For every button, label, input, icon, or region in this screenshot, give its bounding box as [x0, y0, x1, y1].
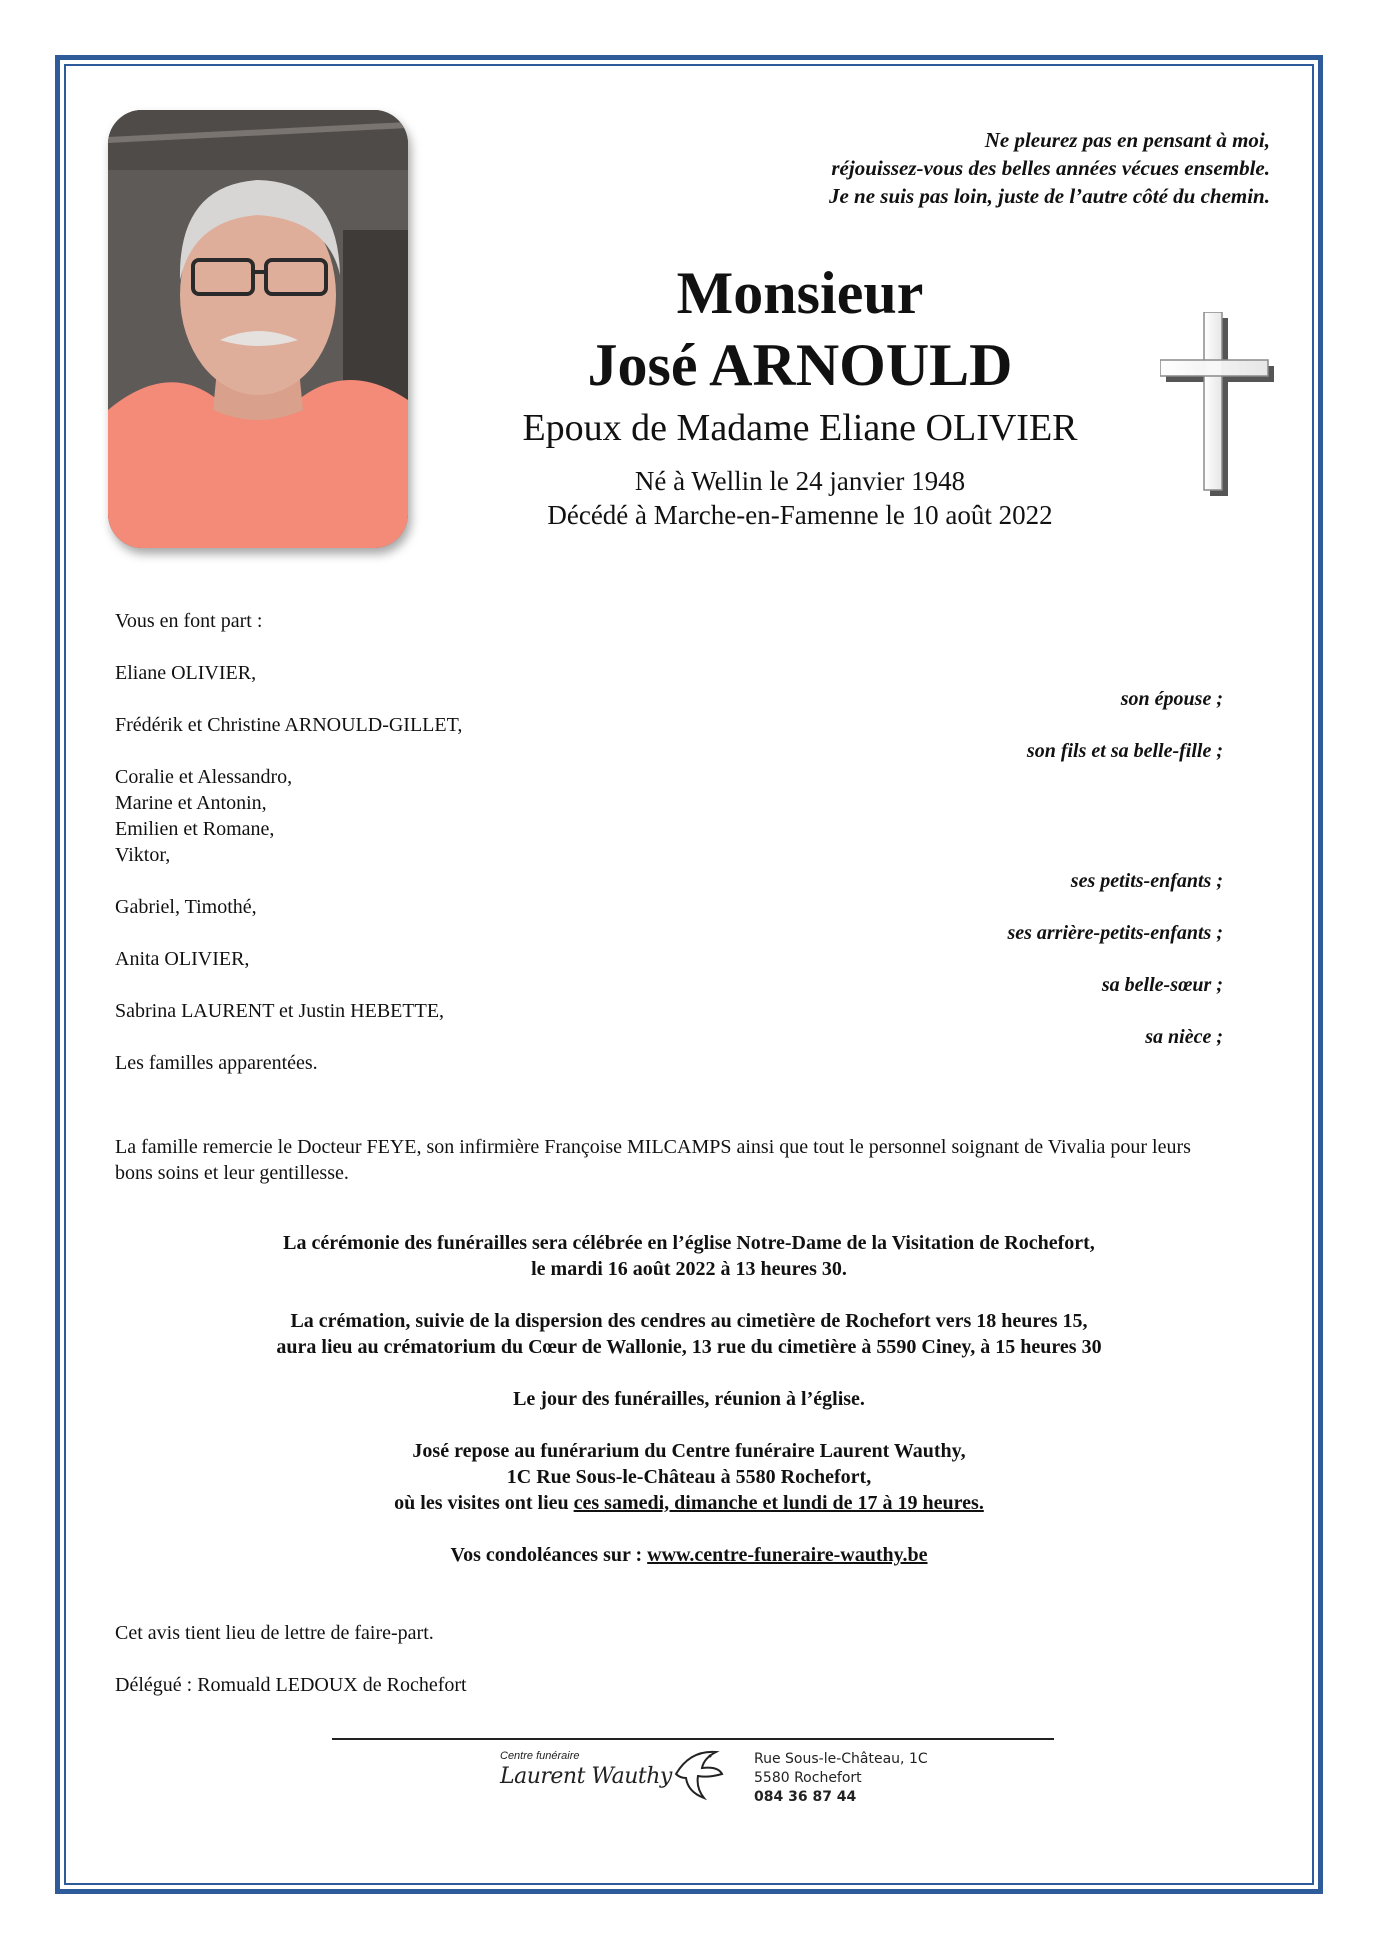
portrait-photo: [108, 110, 408, 548]
rest-line: José repose au funérarium du Centre funéraire Laurent Wauthy,: [412, 1440, 966, 1462]
funeral-home-address: [754, 1750, 928, 1807]
announce-relation: son fils et sa belle-fille ;: [1026, 740, 1223, 762]
announce-families: Les familles apparentées.: [115, 1052, 318, 1074]
thanks-paragraph: La famille remercie le Docteur FEYE, son infirmière Françoise MILCAMPS ainsi que tout le personnel soignant de Vivalia pour leurs bons soins et leur gentillesse.: [115, 1136, 1191, 1184]
logo-name: Laurent Wauthy: [500, 1764, 672, 1789]
spouse-line: Epoux de Madame Eliane OLIVIER: [522, 407, 1078, 449]
honorific: Monsieur: [676, 260, 924, 326]
quote-line: réjouissez-vous des belles années vécues ensemble.: [831, 156, 1270, 180]
announce-relation: sa belle-sœur ;: [1101, 974, 1223, 996]
portrait-illustration: [108, 110, 408, 548]
dove-icon: [668, 1744, 726, 1802]
announce-relation: ses arrière-petits-enfants ;: [1007, 922, 1223, 944]
announce-relation: son épouse ;: [1120, 688, 1223, 710]
address-city: 5580 Rochefort: [754, 1770, 862, 1786]
delegate-line: Délégué : Romuald LEDOUX de Rochefort: [115, 1674, 467, 1696]
quote-line: Je ne suis pas loin, juste de l’autre côté du chemin.: [828, 184, 1270, 208]
rest-line: 1C Rue Sous-le-Château à 5580 Rochefort,: [506, 1466, 872, 1488]
signature-divider: [332, 1738, 1054, 1740]
announce-relation: ses petits-enfants ;: [1070, 870, 1223, 892]
birth-line: Né à Wellin le 24 janvier 1948: [634, 466, 966, 496]
cremation-line: La crémation, suivie de la dispersion des cendres au cimetière de Rochefort vers 18 heures 15,: [290, 1310, 1088, 1332]
announce-name: Viktor,: [115, 844, 171, 866]
condolences-link[interactable]: www.centre-funeraire-wauthy.be: [647, 1544, 928, 1566]
quote: [650, 126, 1270, 210]
funeral-line: le mardi 16 août 2022 à 13 heures 30.: [531, 1258, 847, 1280]
announce-name: Eliane OLIVIER,: [115, 662, 257, 684]
announce-name: Coralie et Alessandro,: [115, 766, 293, 788]
announce-name: Anita OLIVIER,: [115, 948, 250, 970]
death-line: Décédé à Marche-en-Famenne le 10 août 2022: [547, 500, 1053, 530]
announce-name: Gabriel, Timothé,: [115, 896, 257, 918]
meeting-line: Le jour des funérailles, réunion à l’église.: [513, 1388, 865, 1410]
logo-subtitle: Centre funéraire: [500, 1750, 580, 1762]
quote-line: Ne pleurez pas en pensant à moi,: [984, 128, 1270, 152]
announce-name: Emilien et Romane,: [115, 818, 275, 840]
deceased-name: José ARNOULD: [587, 332, 1013, 398]
condolences-line: [115, 1542, 1263, 1568]
rest-line: [115, 1490, 1263, 1516]
announce-intro: Vous en font part :: [115, 610, 263, 632]
address-street: Rue Sous-le-Château, 1C: [754, 1751, 928, 1767]
announce-relation: sa nièce ;: [1145, 1026, 1223, 1048]
visits-schedule: ces samedi, dimanche et lundi de 17 à 19 heures.: [573, 1492, 984, 1514]
notice-line: Cet avis tient lieu de lettre de faire-part.: [115, 1622, 434, 1644]
cremation-line: aura lieu au crématorium du Cœur de Wallonie, 13 rue du cimetière à 5590 Ciney, à 15 heures 30: [276, 1336, 1102, 1358]
funeral-line: La cérémonie des funérailles sera célébrée en l’église Notre-Dame de la Visitation de Rochefort,: [283, 1232, 1095, 1254]
condolences-prefix: Vos condoléances sur :: [450, 1544, 648, 1566]
announce-name: Frédérik et Christine ARNOULD-GILLET,: [115, 714, 463, 736]
visits-prefix: où les visites ont lieu: [394, 1492, 574, 1514]
announce-name: Marine et Antonin,: [115, 792, 267, 814]
cross-icon: [1160, 312, 1278, 498]
announce-name: Sabrina LAURENT et Justin HEBETTE,: [115, 1000, 445, 1022]
address-phone: 084 36 87 44: [754, 1789, 857, 1805]
